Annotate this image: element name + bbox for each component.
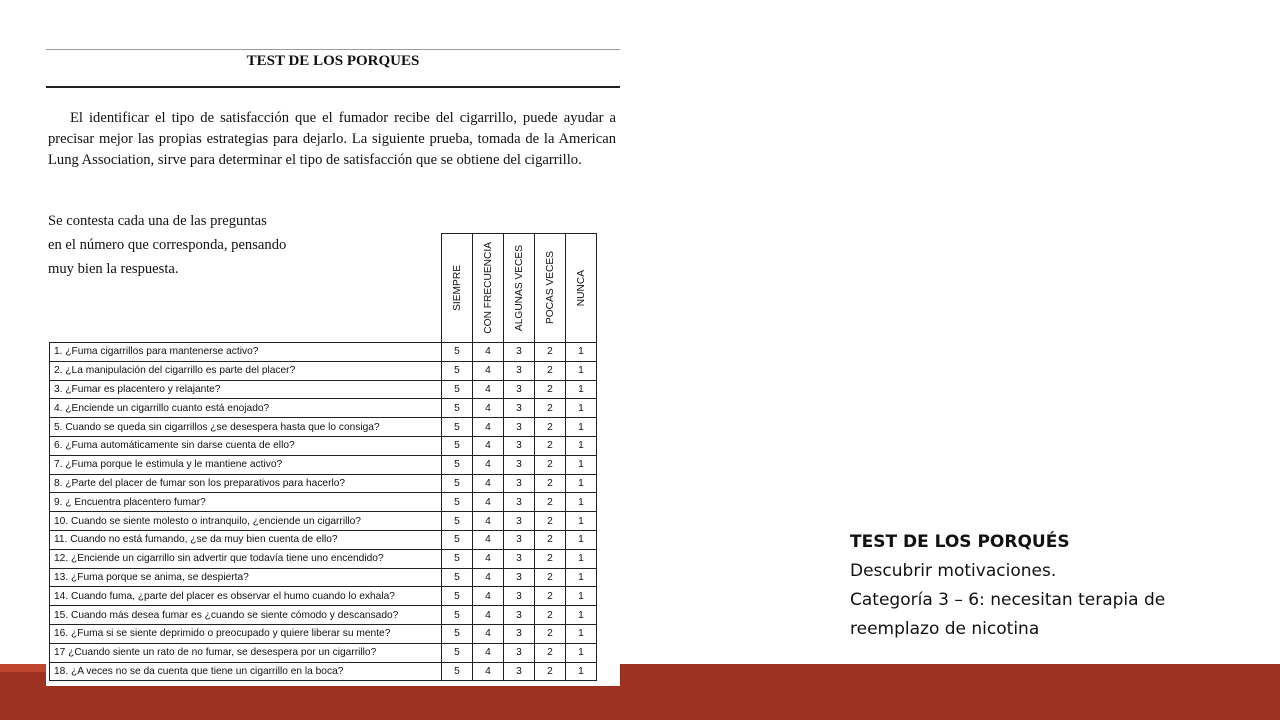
score-cell: 2	[535, 568, 566, 587]
table-row	[50, 455, 597, 474]
score-cell: 3	[504, 343, 535, 362]
header-row	[50, 234, 597, 343]
score-cell: 4	[473, 436, 504, 455]
table-row	[50, 361, 597, 380]
question-cell: 15. Cuando más desea fumar es ¿cuando se siente cómodo y descansado?	[50, 606, 442, 625]
score-cell: 3	[504, 399, 535, 418]
score-cell: 3	[504, 455, 535, 474]
score-cell: 5	[442, 624, 473, 643]
question-cell: 16. ¿Fuma si se siente deprimido o preocupado y quiere liberar su mente?	[50, 624, 442, 643]
score-cell: 4	[473, 418, 504, 437]
score-cell: 1	[566, 606, 597, 625]
score-cell: 2	[535, 662, 566, 681]
table-row	[50, 549, 597, 568]
score-cell: 1	[566, 587, 597, 606]
slide-line: reemplazo de nicotina	[850, 619, 1040, 639]
score-cell: 5	[442, 343, 473, 362]
question-cell: 2. ¿La manipulación del cigarrillo es parte del placer?	[50, 361, 442, 380]
table-row	[50, 606, 597, 625]
question-cell: 8. ¿Parte del placer de fumar son los preparativos para hacerlo?	[50, 474, 442, 493]
question-cell: 12. ¿Enciende un cigarrillo sin advertir que todavía tiene uno encendido?	[50, 549, 442, 568]
score-cell: 1	[566, 399, 597, 418]
score-cell: 5	[442, 662, 473, 681]
score-cell: 2	[535, 399, 566, 418]
slide-line: Categoría 3 – 6: necesitan terapia de	[850, 590, 1166, 610]
score-cell: 3	[504, 624, 535, 643]
col-header: NUNCA	[566, 234, 597, 343]
slide-notes	[850, 528, 1165, 644]
question-cell: 17 ¿Cuando siente un rato de no fumar, se desespera por un cigarrillo?	[50, 643, 442, 662]
score-cell: 5	[442, 568, 473, 587]
score-cell: 4	[473, 474, 504, 493]
score-cell: 1	[566, 568, 597, 587]
question-cell: 3. ¿Fumar es placentero y relajante?	[50, 380, 442, 399]
score-cell: 3	[504, 643, 535, 662]
score-cell: 3	[504, 361, 535, 380]
score-cell: 3	[504, 530, 535, 549]
score-cell: 5	[442, 474, 473, 493]
score-cell: 5	[442, 530, 473, 549]
score-cell: 4	[473, 587, 504, 606]
score-cell: 2	[535, 436, 566, 455]
score-cell: 5	[442, 380, 473, 399]
col-header: ALGUNAS VECES	[504, 234, 535, 343]
slide-heading: TEST DE LOS PORQUÉS	[850, 532, 1070, 552]
document-image	[46, 49, 620, 686]
table-row	[50, 587, 597, 606]
question-cell: 5. Cuando se queda sin cigarrillos ¿se desespera hasta que lo consiga?	[50, 418, 442, 437]
score-cell: 5	[442, 436, 473, 455]
score-cell: 5	[442, 587, 473, 606]
table-row	[50, 568, 597, 587]
score-cell: 3	[504, 493, 535, 512]
score-cell: 2	[535, 549, 566, 568]
score-cell: 3	[504, 568, 535, 587]
question-cell: 13. ¿Fuma porque se anima, se despierta?	[50, 568, 442, 587]
score-cell: 5	[442, 493, 473, 512]
score-cell: 4	[473, 530, 504, 549]
slide-line: Descubrir motivaciones.	[850, 561, 1057, 581]
score-cell: 5	[442, 418, 473, 437]
table-row	[50, 662, 597, 681]
table-row	[50, 624, 597, 643]
title-rule	[46, 86, 620, 88]
score-cell: 1	[566, 624, 597, 643]
score-cell: 4	[473, 549, 504, 568]
score-cell: 4	[473, 568, 504, 587]
score-cell: 1	[566, 380, 597, 399]
question-cell: 9. ¿ Encuentra placentero fumar?	[50, 493, 442, 512]
question-cell: 4. ¿Enciende un cigarrillo cuanto está enojado?	[50, 399, 442, 418]
score-cell: 3	[504, 380, 535, 399]
score-cell: 3	[504, 436, 535, 455]
score-cell: 1	[566, 662, 597, 681]
score-cell: 4	[473, 399, 504, 418]
test-table	[49, 233, 597, 681]
col-header: POCAS VECES	[535, 234, 566, 343]
score-cell: 1	[566, 418, 597, 437]
question-cell: 18. ¿A veces no se da cuenta que tiene un cigarrillo en la boca?	[50, 662, 442, 681]
score-cell: 4	[473, 643, 504, 662]
footer-accent	[0, 664, 46, 672]
score-cell: 2	[535, 624, 566, 643]
table-row	[50, 343, 597, 362]
intro-paragraph: El identificar el tipo de satisfacción que el fumador recibe del cigarrillo, puede ayudar a precisar mejor las propias estrategias para dejarlo. La siguiente prueba, tomada de la American Lung Association, sirve para determinar el tipo de satisfacción que se obtiene del cigarrillo.	[48, 110, 616, 168]
question-cell: 11. Cuando no está fumando, ¿se da muy bien cuenta de ello?	[50, 530, 442, 549]
score-cell: 3	[504, 474, 535, 493]
score-cell: 3	[504, 418, 535, 437]
table-row	[50, 418, 597, 437]
score-cell: 5	[442, 361, 473, 380]
score-cell: 2	[535, 455, 566, 474]
table-row	[50, 512, 597, 531]
instruction-line: Se contesta cada una de las preguntas	[48, 213, 267, 229]
score-cell: 2	[535, 361, 566, 380]
question-cell: 6. ¿Fuma automáticamente sin darse cuenta de ello?	[50, 436, 442, 455]
score-cell: 4	[473, 455, 504, 474]
score-cell: 1	[566, 493, 597, 512]
document-title: TEST DE LOS PORQUES	[246, 53, 420, 69]
score-cell: 4	[473, 493, 504, 512]
score-cell: 4	[473, 380, 504, 399]
score-cell: 2	[535, 587, 566, 606]
score-cell: 4	[473, 512, 504, 531]
score-cell: 1	[566, 549, 597, 568]
score-cell: 4	[473, 624, 504, 643]
score-cell: 1	[566, 436, 597, 455]
score-cell: 4	[473, 343, 504, 362]
score-cell: 3	[504, 549, 535, 568]
table-row	[50, 474, 597, 493]
score-cell: 3	[504, 512, 535, 531]
question-cell: 7. ¿Fuma porque le estimula y le mantiene activo?	[50, 455, 442, 474]
score-cell: 2	[535, 343, 566, 362]
score-cell: 4	[473, 606, 504, 625]
score-cell: 5	[442, 399, 473, 418]
score-cell: 5	[442, 512, 473, 531]
score-cell: 2	[535, 606, 566, 625]
score-cell: 1	[566, 343, 597, 362]
score-cell: 1	[566, 530, 597, 549]
score-cell: 5	[442, 606, 473, 625]
score-cell: 2	[535, 474, 566, 493]
top-rule	[46, 49, 620, 50]
score-cell: 5	[442, 549, 473, 568]
score-cell: 1	[566, 455, 597, 474]
score-cell: 1	[566, 512, 597, 531]
table-row	[50, 530, 597, 549]
score-cell: 4	[473, 662, 504, 681]
score-cell: 4	[473, 361, 504, 380]
score-cell: 2	[535, 512, 566, 531]
score-cell: 2	[535, 380, 566, 399]
table-row	[50, 436, 597, 455]
table-row	[50, 380, 597, 399]
question-cell: 14. Cuando fuma, ¿parte del placer es observar el humo cuando lo exhala?	[50, 587, 442, 606]
score-cell: 3	[504, 606, 535, 625]
table-row	[50, 643, 597, 662]
question-cell: 1. ¿Fuma cigarrillos para mantenerse activo?	[50, 343, 442, 362]
score-cell: 1	[566, 474, 597, 493]
score-cell: 2	[535, 530, 566, 549]
score-cell: 5	[442, 455, 473, 474]
score-cell: 1	[566, 361, 597, 380]
score-cell: 2	[535, 493, 566, 512]
instruction-line: en el número que corresponda, pensando	[48, 237, 287, 253]
col-header: CON FRECUENCIA	[473, 234, 504, 343]
table-row	[50, 399, 597, 418]
score-cell: 1	[566, 643, 597, 662]
score-cell: 2	[535, 418, 566, 437]
score-cell: 5	[442, 643, 473, 662]
score-cell: 3	[504, 662, 535, 681]
score-cell: 3	[504, 587, 535, 606]
instruction-line: muy bien la respuesta.	[48, 261, 179, 277]
score-cell: 2	[535, 643, 566, 662]
col-header: SIEMPRE	[442, 234, 473, 343]
table-row	[50, 493, 597, 512]
header-blank	[50, 234, 442, 343]
question-cell: 10. Cuando se siente molesto o intranquilo, ¿enciende un cigarrillo?	[50, 512, 442, 531]
